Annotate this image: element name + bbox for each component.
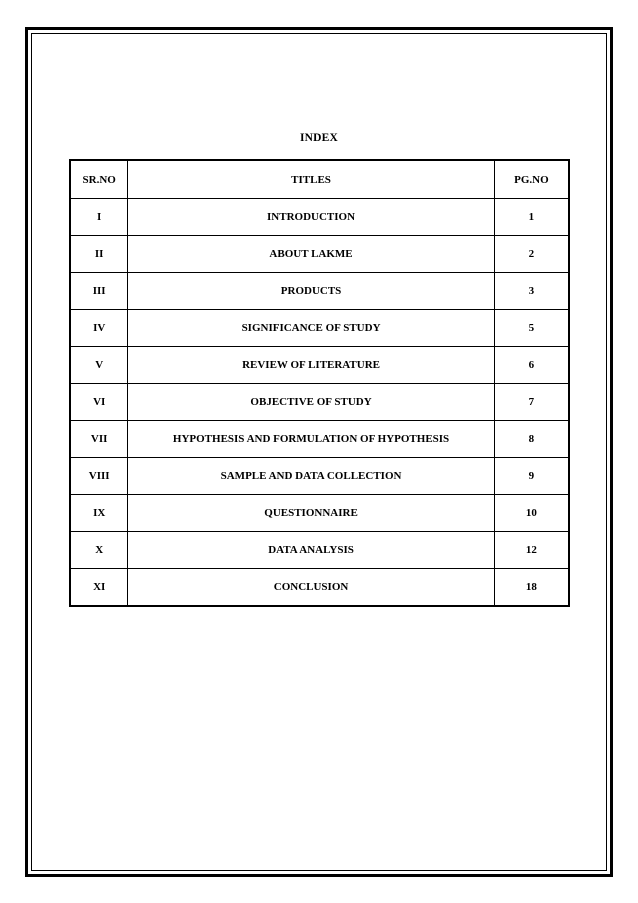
cell-page: 1 — [494, 199, 569, 236]
index-table-header — [70, 160, 569, 199]
table-row — [70, 199, 569, 236]
table-row — [70, 310, 569, 347]
cell-page: 12 — [494, 532, 569, 569]
cell-page: 8 — [494, 421, 569, 458]
cell-sr-no: X — [70, 532, 128, 569]
table-row — [70, 347, 569, 384]
index-heading: INDEX — [299, 132, 339, 144]
table-row — [70, 236, 569, 273]
cell-title: ABOUT LAKME — [128, 236, 494, 273]
cell-page: 7 — [494, 384, 569, 421]
table-row — [70, 421, 569, 458]
cell-sr-no: II — [70, 236, 128, 273]
table-row — [70, 495, 569, 532]
cell-sr-no: VI — [70, 384, 128, 421]
index-table — [69, 159, 570, 607]
cell-page: 9 — [494, 458, 569, 495]
cell-page: 18 — [494, 569, 569, 607]
cell-sr-no: VII — [70, 421, 128, 458]
table-row — [70, 532, 569, 569]
cell-page: 5 — [494, 310, 569, 347]
cell-sr-no: V — [70, 347, 128, 384]
cell-title: REVIEW OF LITERATURE — [128, 347, 494, 384]
header-pg-no: PG.NO — [494, 160, 569, 199]
cell-title: SIGNIFICANCE OF STUDY — [128, 310, 494, 347]
cell-title: QUESTIONNAIRE — [128, 495, 494, 532]
cell-title: SAMPLE AND DATA COLLECTION — [128, 458, 494, 495]
header-sr-no: SR.NO — [70, 160, 128, 199]
cell-title: INTRODUCTION — [128, 199, 494, 236]
cell-sr-no: IV — [70, 310, 128, 347]
cell-sr-no: IX — [70, 495, 128, 532]
cell-sr-no: VIII — [70, 458, 128, 495]
cell-page: 10 — [494, 495, 569, 532]
table-row — [70, 273, 569, 310]
cell-page: 2 — [494, 236, 569, 273]
cell-sr-no: I — [70, 199, 128, 236]
cell-title: CONCLUSION — [128, 569, 494, 607]
cell-page: 3 — [494, 273, 569, 310]
cell-sr-no: XI — [70, 569, 128, 607]
table-row — [70, 569, 569, 607]
cell-title: PRODUCTS — [128, 273, 494, 310]
cell-title: HYPOTHESIS AND FORMULATION OF HYPOTHESIS — [128, 421, 494, 458]
cell-title: OBJECTIVE OF STUDY — [128, 384, 494, 421]
table-row — [70, 458, 569, 495]
cell-page: 6 — [494, 347, 569, 384]
table-row — [70, 384, 569, 421]
cell-sr-no: III — [70, 273, 128, 310]
header-titles: TITLES — [128, 160, 494, 199]
cell-title: DATA ANALYSIS — [128, 532, 494, 569]
header-row — [70, 160, 569, 199]
